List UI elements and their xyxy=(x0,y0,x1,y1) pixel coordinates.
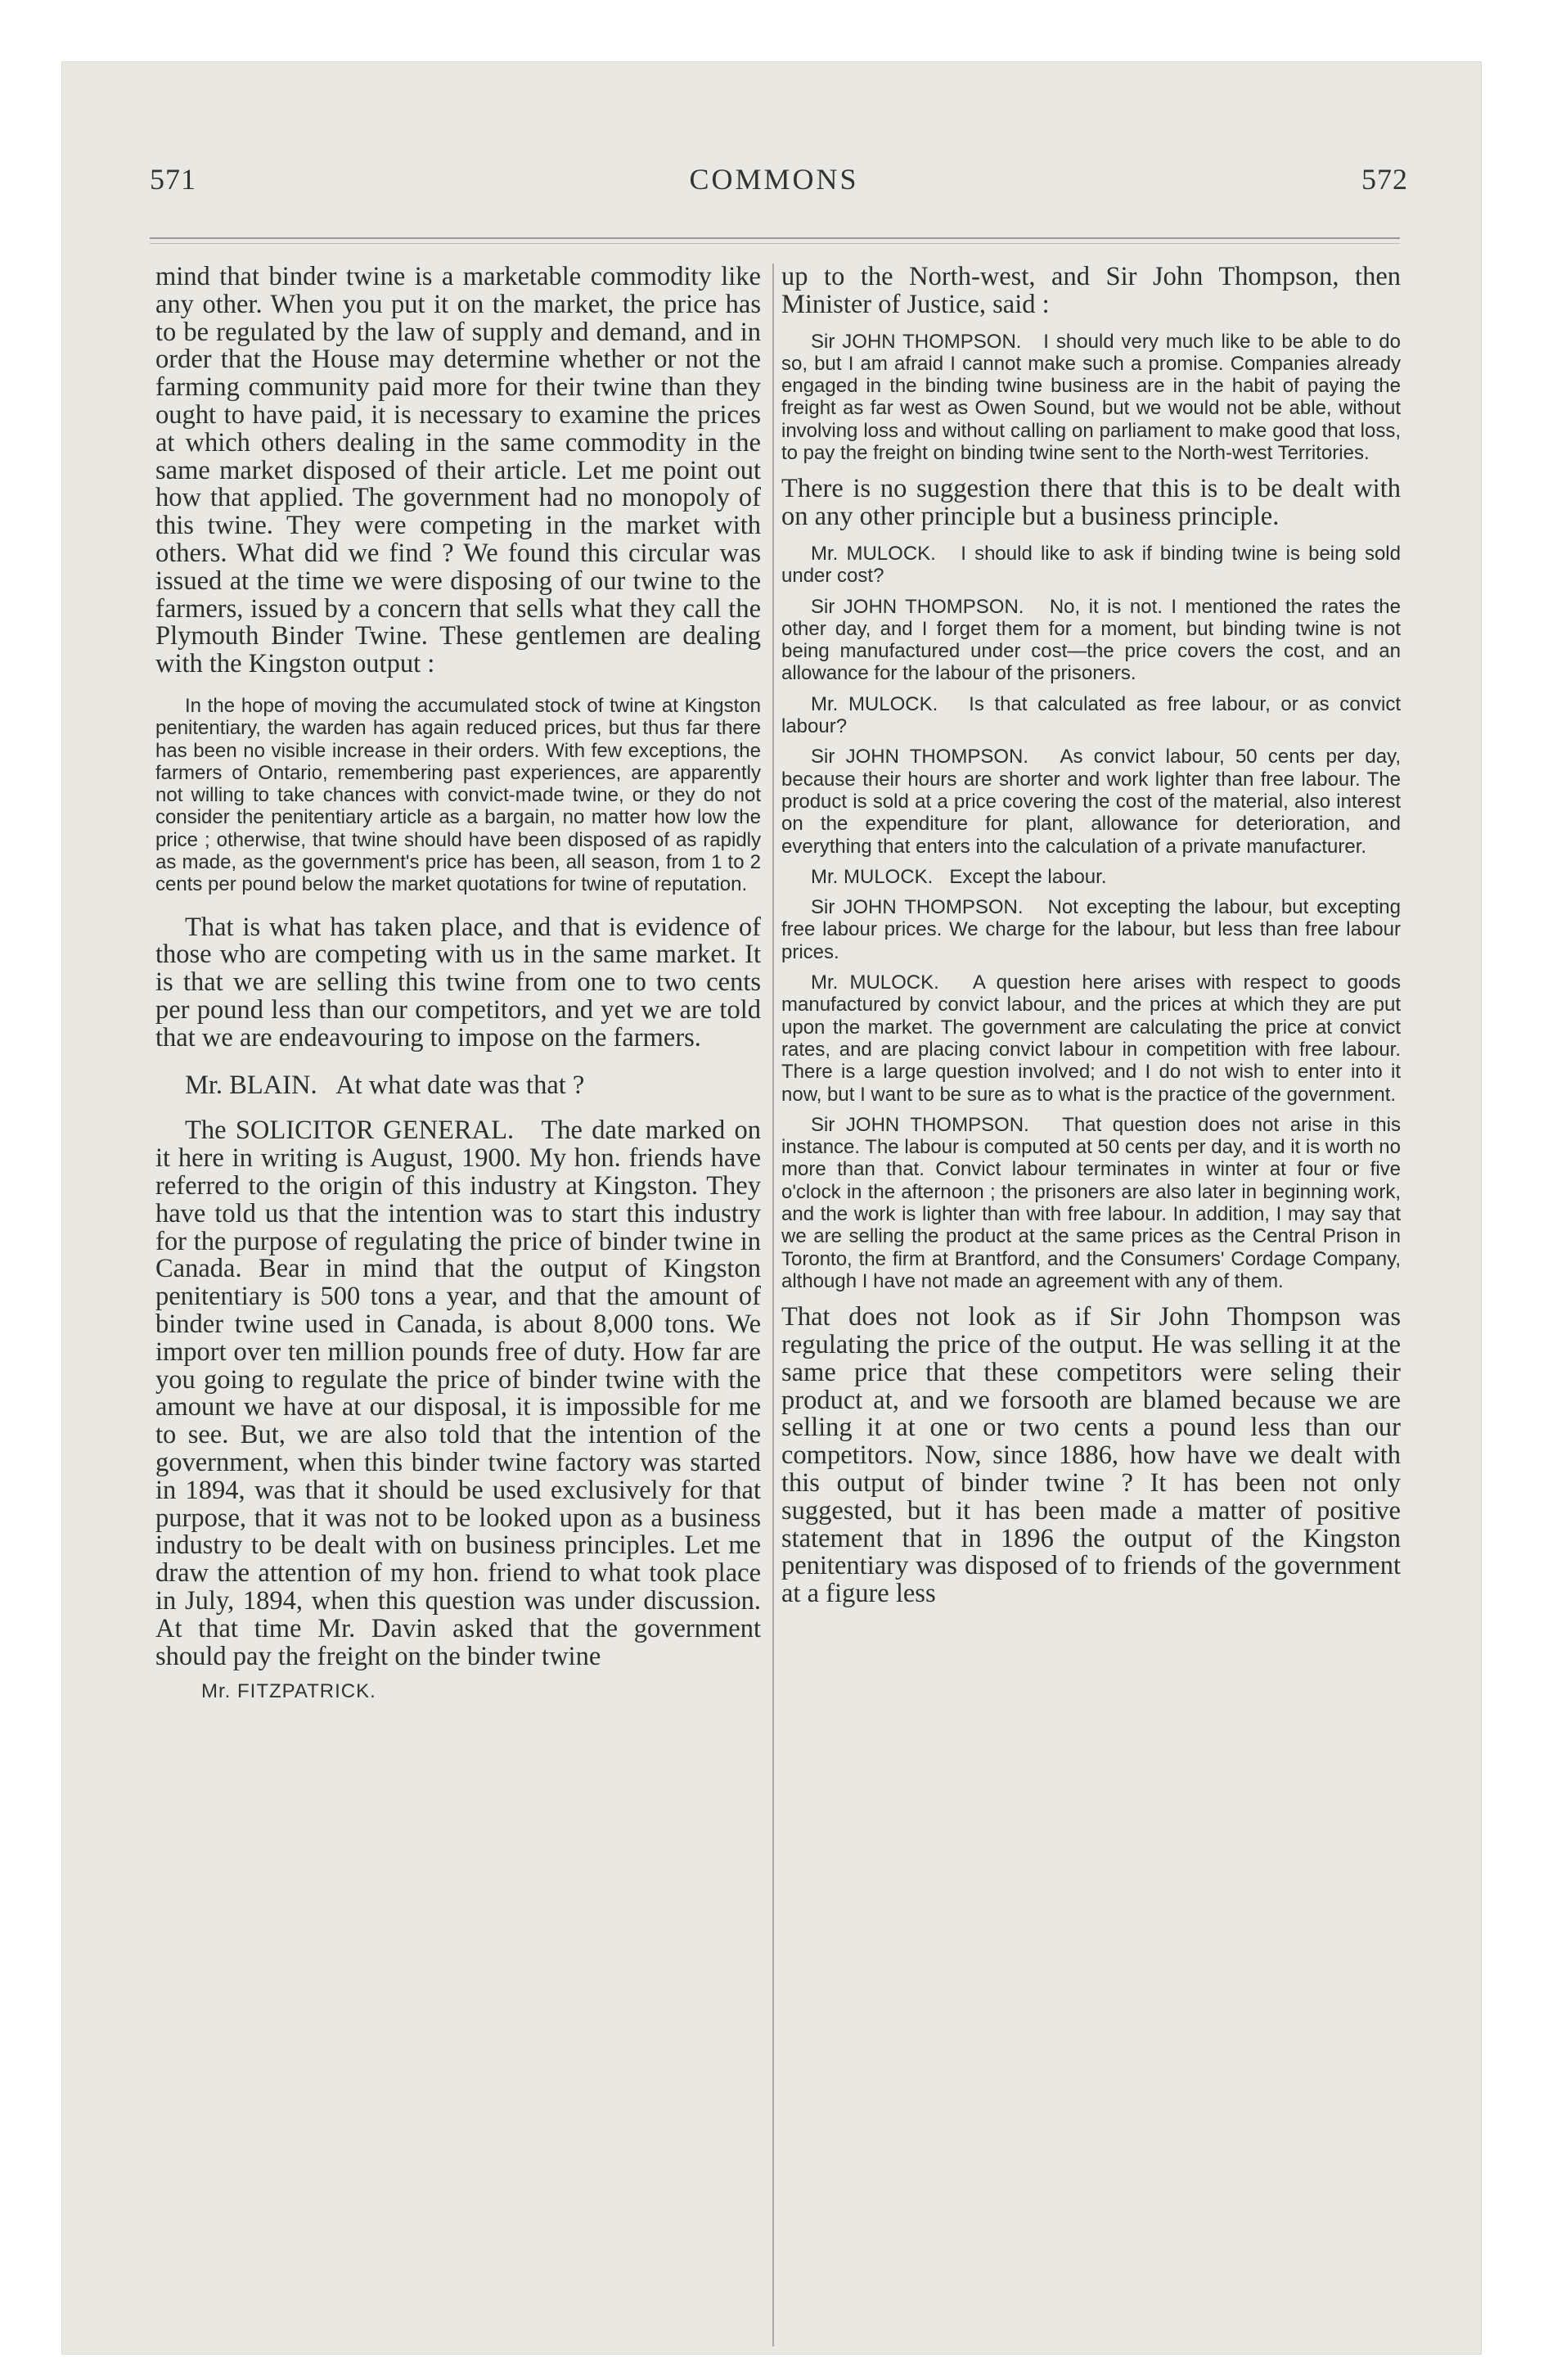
body-paragraph: up to the North-west, and Sir John Thompson, then Minister of Justice, said : xyxy=(781,262,1401,319)
left-page-number: 571 xyxy=(150,163,196,196)
header-rule-thin xyxy=(150,243,1400,244)
quoted-speech xyxy=(781,866,1401,888)
continuing-speaker: Mr. FITZPATRICK. xyxy=(201,1680,376,1703)
running-header-title: COMMONS xyxy=(689,163,859,196)
speech-text: I should like to ask if binding twine is being sold under cost? xyxy=(781,542,1401,588)
header-rule xyxy=(150,237,1400,239)
speaker-name: Mr. MULOCK. xyxy=(811,692,938,715)
speaker-name: Mr. MULOCK. xyxy=(811,865,934,888)
body-paragraph: That does not look as if Sir John Thompson was regulating the price of the output. He was selling it at the same price that these competitors were seling their product at, and we forsooth are blamed because we are selling it at one or two cents a pound less than our competitors. Now, since 1886, how have we dealt with this output of binder twine ? It has been not only suggested, but it has been made a matter of positive statement that in 1896 the output of the Kingston penitentiary was disposed of to friends of the government at a figure less xyxy=(781,1302,1401,1609)
right-column xyxy=(781,264,1401,1608)
body-paragraph: That is what has taken place, and that is evidence of those who are competing with us in the same market. It is that we are selling this twine from one to two cents per pound less than our competitors, and yet we are told that we are endeavouring to impose on the farmers. xyxy=(155,912,761,1053)
speaker-name: Mr. BLAIN. xyxy=(185,1070,317,1100)
body-paragraph: mind that binder twine is a marketable commodity like any other. When you put it on the market, the price has to be regulated by the law of supply and demand, and in order that the House may determine whether or not the farming community paid more for their twine than they ought to have paid, it is necessary to examine the prices at which others dealing in the same commodity in the same market disposed of their article. Let me point out how that applied. The government had no monopoly of this twine. They were competing in the market with others. What did we find ? We found this circular was issued at the time we were disposing of our twine to the farmers, issued by a concern that sells what they call the Plymouth Binder Twine. These gentlemen are dealing with the Kingston output : xyxy=(155,262,761,679)
speaker-name: Sir JOHN THOMPSON. xyxy=(811,330,1022,353)
speaker-name: The SOLICITOR GENERAL. xyxy=(185,1116,515,1146)
quoted-speech xyxy=(781,543,1401,588)
speech-text: Not excepting the labour, but excepting free labour prices. We charge for the labour, but less than free labour prices. xyxy=(781,896,1401,963)
quoted-speech xyxy=(781,693,1401,738)
speaker-name: Sir JOHN THOMPSON. xyxy=(811,746,1029,769)
left-column xyxy=(155,264,761,1703)
speaker-name: Sir JOHN THOMPSON. xyxy=(811,595,1024,618)
speech-text: As convict labour, 50 cents per day, because their hours are shorter and work lighter than free labour. The product is sold at a price covering the cost of the material, also interest on the expenditure for plant, allowance for deterioration, and everything that enters into the calculation of a private manufacturer. xyxy=(781,746,1402,858)
quoted-speech xyxy=(781,746,1401,857)
speech-blain xyxy=(155,1072,761,1100)
speaker-name: Sir JOHN THOMPSON. xyxy=(811,896,1024,919)
speech-text: The date marked on it here in writing is August, 1900. My hon. friends have referred to the origin of this industry at Kingston. They have told us that the intention was to start this industry for the purpose of regulating the price of binder twine in Canada. Bear in mind that the output of Kingston penitentiary is 500 tons a year, and that the amount of binder twine used in Canada, is about 8,000 tons. We import over ten million pounds free of duty. How far are you going to regulate the price of binder twine with the amount we have at our disposal, it is impossible for me to see. But, we are also told that the intention of the government, when this binder twine factory was started in 1894, was that it should be used exclusively for that purpose, that it was not to be looked upon as a business industry to be dealt with on business principles. Let me draw the attention of my hon. friend to what took place in July, 1894, when this question was under discussion. At that time Mr. Davin asked that the government should pay the freight on the binder twine xyxy=(155,1116,762,1671)
quoted-speech xyxy=(781,331,1401,465)
speaker-name: Mr. MULOCK. xyxy=(811,542,936,565)
speech-text: A question here arises with respect to goods manufactured by convict labour, and the prices at which they are put upon the market. The government are calculating the price at convict rates, and are placing convict labour in competition with free labour. There is a large question involved; and I do not wish to enter into it now, but I want to be sure as to what is the practice of the government. xyxy=(781,971,1402,1106)
right-page-number: 572 xyxy=(1361,163,1408,196)
speech-text: That question does not arise in this instance. The labour is computed at 50 cents per day, and it is worth no more than that. Convict labour terminates in winter at four or five o'clock in the afternoon ; the prisoners are also later in beginning work, and the work is lighter than with free labour. In addition, I may say that we are selling the product at the same prices as the Central Prison in Toronto, the firm at Brantford, and the Consumers' Cordage Company, although I have not made an agreement with any of them. xyxy=(781,1113,1401,1292)
body-paragraph: There is no suggestion there that this is to be dealt with on any other principle but a business principle. xyxy=(781,474,1401,532)
quoted-speech xyxy=(781,896,1401,963)
speaker-name: Sir JOHN THOMPSON. xyxy=(811,1113,1029,1136)
speech-solicitor-general xyxy=(155,1117,761,1670)
speech-text: No, it is not. I mentioned the rates the other day, and I forget them for a moment, but binding twine is not being manufactured under cost—the price covers the cost, and an allowance for the labour of the prisoners. xyxy=(781,595,1401,685)
speech-text: Except the labour. xyxy=(949,865,1107,888)
speech-text: I should very much like to be able to do so, but I am afraid I cannot make such a promise. Companies already engaged in the binding twine business are in the habit of paying the freight as far west as Owen Sound, but we would not be able, without involving loss and without calling on parliament to make good that loss, to pay the freight on binding twine sent to the North-west Territories. xyxy=(781,330,1401,465)
quoted-speech xyxy=(781,971,1401,1106)
column-divider xyxy=(772,264,774,2346)
quoted-speech xyxy=(781,596,1401,685)
quoted-circular: In the hope of moving the accumulated stock of twine at Kingston penitentiary, the warden has again reduced prices, but thus far there has been no visible increase in their orders. With few exceptions, the farmers of Ontario, remembering past experiences, are apparently not willing to take chances with convict-made twine, or they do not consider the penitentiary article as a bargain, no matter how low the price ; otherwise, that twine should have been disposed of as rapidly as made, as the government's price has been, all season, from 1 to 2 cents per pound below the market quotations for twine of reputation. xyxy=(155,694,761,896)
speech-text: At what date was that ? xyxy=(335,1070,585,1100)
speaker-name: Mr. MULOCK. xyxy=(811,971,939,994)
quoted-speech xyxy=(781,1114,1401,1292)
speech-text: Is that calculated as free labour, or as convict labour? xyxy=(781,692,1401,738)
